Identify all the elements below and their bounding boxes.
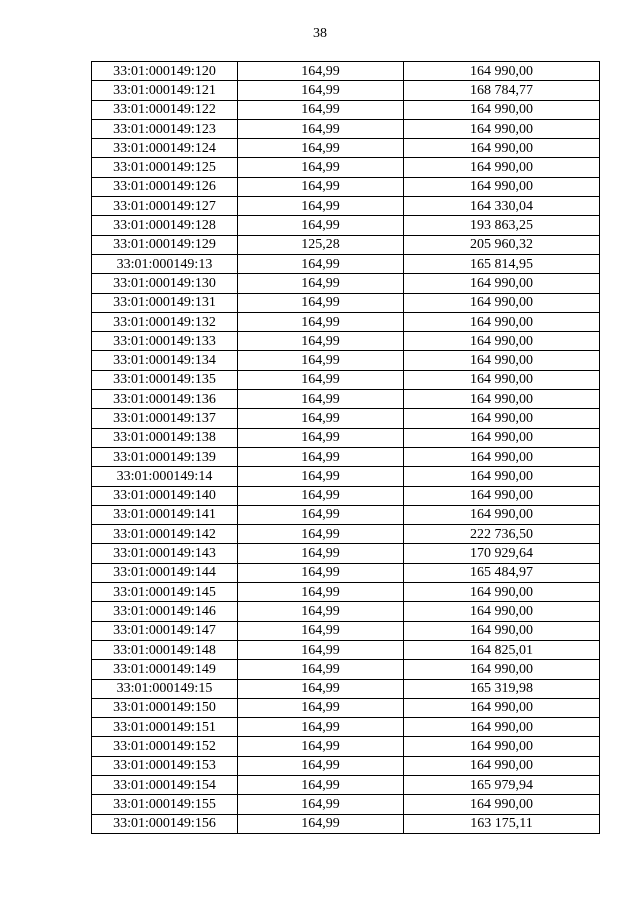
area-cell: 164,99 xyxy=(238,81,404,100)
table-row xyxy=(92,100,600,119)
table-row xyxy=(92,756,600,775)
table-row xyxy=(92,274,600,293)
cadastral-number-cell: 33:01:000149:146 xyxy=(92,602,238,621)
area-cell: 164,99 xyxy=(238,505,404,524)
table-row xyxy=(92,505,600,524)
cadastral-number-cell: 33:01:000149:140 xyxy=(92,486,238,505)
table-row xyxy=(92,737,600,756)
area-cell: 164,99 xyxy=(238,679,404,698)
cadastral-number-cell: 33:01:000149:139 xyxy=(92,447,238,466)
cadastral-number-cell: 33:01:000149:144 xyxy=(92,563,238,582)
area-cell: 164,99 xyxy=(238,119,404,138)
table-row xyxy=(92,698,600,717)
value-cell: 165 979,94 xyxy=(404,775,600,794)
area-cell: 164,99 xyxy=(238,312,404,331)
table-row xyxy=(92,81,600,100)
value-cell: 164 990,00 xyxy=(404,177,600,196)
area-cell: 164,99 xyxy=(238,486,404,505)
value-cell: 164 990,00 xyxy=(404,698,600,717)
area-cell: 164,99 xyxy=(238,332,404,351)
cadastral-number-cell: 33:01:000149:120 xyxy=(92,62,238,81)
value-cell: 164 990,00 xyxy=(404,390,600,409)
table-row xyxy=(92,62,600,81)
value-cell: 222 736,50 xyxy=(404,525,600,544)
value-cell: 164 990,00 xyxy=(404,428,600,447)
table-row xyxy=(92,235,600,254)
cadastral-number-cell: 33:01:000149:122 xyxy=(92,100,238,119)
area-cell: 164,99 xyxy=(238,216,404,235)
value-cell: 164 990,00 xyxy=(404,621,600,640)
data-table xyxy=(91,61,600,834)
cadastral-number-cell: 33:01:000149:137 xyxy=(92,409,238,428)
area-cell: 164,99 xyxy=(238,100,404,119)
value-cell: 164 330,04 xyxy=(404,197,600,216)
value-cell: 164 990,00 xyxy=(404,119,600,138)
value-cell: 164 990,00 xyxy=(404,447,600,466)
area-cell: 164,99 xyxy=(238,621,404,640)
table-row xyxy=(92,525,600,544)
value-cell: 163 175,11 xyxy=(404,814,600,833)
value-cell: 164 990,00 xyxy=(404,737,600,756)
area-cell: 164,99 xyxy=(238,775,404,794)
value-cell: 164 990,00 xyxy=(404,409,600,428)
value-cell: 164 990,00 xyxy=(404,467,600,486)
value-cell: 164 990,00 xyxy=(404,293,600,312)
value-cell: 164 990,00 xyxy=(404,351,600,370)
area-cell: 164,99 xyxy=(238,370,404,389)
cadastral-number-cell: 33:01:000149:130 xyxy=(92,274,238,293)
cadastral-number-cell: 33:01:000149:148 xyxy=(92,640,238,659)
page-number: 38 xyxy=(313,26,327,41)
table-row xyxy=(92,139,600,158)
cadastral-number-cell: 33:01:000149:153 xyxy=(92,756,238,775)
value-cell: 164 990,00 xyxy=(404,756,600,775)
cadastral-number-cell: 33:01:000149:141 xyxy=(92,505,238,524)
table-row xyxy=(92,795,600,814)
cadastral-number-cell: 33:01:000149:14 xyxy=(92,467,238,486)
area-cell: 164,99 xyxy=(238,756,404,775)
table-row xyxy=(92,409,600,428)
table-row xyxy=(92,312,600,331)
table-row xyxy=(92,679,600,698)
table-row xyxy=(92,216,600,235)
cadastral-number-cell: 33:01:000149:124 xyxy=(92,139,238,158)
cadastral-number-cell: 33:01:000149:132 xyxy=(92,312,238,331)
table-row xyxy=(92,254,600,273)
cadastral-number-cell: 33:01:000149:133 xyxy=(92,332,238,351)
value-cell: 164 990,00 xyxy=(404,718,600,737)
area-cell: 125,28 xyxy=(238,235,404,254)
table-row xyxy=(92,351,600,370)
value-cell: 205 960,32 xyxy=(404,235,600,254)
value-cell: 164 990,00 xyxy=(404,795,600,814)
area-cell: 164,99 xyxy=(238,139,404,158)
cadastral-number-cell: 33:01:000149:143 xyxy=(92,544,238,563)
table-row xyxy=(92,660,600,679)
value-cell: 193 863,25 xyxy=(404,216,600,235)
table-row xyxy=(92,370,600,389)
cadastral-number-cell: 33:01:000149:151 xyxy=(92,718,238,737)
cadastral-number-cell: 33:01:000149:136 xyxy=(92,390,238,409)
area-cell: 164,99 xyxy=(238,428,404,447)
table-row xyxy=(92,563,600,582)
value-cell: 164 990,00 xyxy=(404,139,600,158)
table-row xyxy=(92,447,600,466)
value-cell: 170 929,64 xyxy=(404,544,600,563)
area-cell: 164,99 xyxy=(238,197,404,216)
cadastral-number-cell: 33:01:000149:127 xyxy=(92,197,238,216)
area-cell: 164,99 xyxy=(238,62,404,81)
area-cell: 164,99 xyxy=(238,390,404,409)
area-cell: 164,99 xyxy=(238,698,404,717)
cadastral-number-cell: 33:01:000149:149 xyxy=(92,660,238,679)
value-cell: 164 990,00 xyxy=(404,583,600,602)
value-cell: 165 484,97 xyxy=(404,563,600,582)
value-cell: 164 990,00 xyxy=(404,602,600,621)
cadastral-number-cell: 33:01:000149:154 xyxy=(92,775,238,794)
value-cell: 165 814,95 xyxy=(404,254,600,273)
cadastral-number-cell: 33:01:000149:125 xyxy=(92,158,238,177)
value-cell: 164 990,00 xyxy=(404,62,600,81)
area-cell: 164,99 xyxy=(238,718,404,737)
table-row xyxy=(92,197,600,216)
cadastral-number-cell: 33:01:000149:131 xyxy=(92,293,238,312)
area-cell: 164,99 xyxy=(238,254,404,273)
table-row xyxy=(92,640,600,659)
cadastral-number-cell: 33:01:000149:128 xyxy=(92,216,238,235)
cadastral-number-cell: 33:01:000149:129 xyxy=(92,235,238,254)
value-cell: 164 990,00 xyxy=(404,486,600,505)
value-cell: 164 990,00 xyxy=(404,505,600,524)
value-cell: 164 990,00 xyxy=(404,158,600,177)
table-row xyxy=(92,158,600,177)
cadastral-number-cell: 33:01:000149:138 xyxy=(92,428,238,447)
area-cell: 164,99 xyxy=(238,544,404,563)
cadastral-number-cell: 33:01:000149:126 xyxy=(92,177,238,196)
value-cell: 164 990,00 xyxy=(404,370,600,389)
cadastral-number-cell: 33:01:000149:121 xyxy=(92,81,238,100)
value-cell: 164 990,00 xyxy=(404,660,600,679)
table-row xyxy=(92,390,600,409)
cadastral-number-cell: 33:01:000149:15 xyxy=(92,679,238,698)
area-cell: 164,99 xyxy=(238,293,404,312)
table-row xyxy=(92,621,600,640)
area-cell: 164,99 xyxy=(238,602,404,621)
table-row xyxy=(92,293,600,312)
area-cell: 164,99 xyxy=(238,158,404,177)
cadastral-number-cell: 33:01:000149:155 xyxy=(92,795,238,814)
area-cell: 164,99 xyxy=(238,563,404,582)
value-cell: 164 990,00 xyxy=(404,100,600,119)
cadastral-number-cell: 33:01:000149:150 xyxy=(92,698,238,717)
cadastral-number-cell: 33:01:000149:134 xyxy=(92,351,238,370)
area-cell: 164,99 xyxy=(238,409,404,428)
table-row xyxy=(92,583,600,602)
table-row xyxy=(92,467,600,486)
table-row xyxy=(92,119,600,138)
value-cell: 165 319,98 xyxy=(404,679,600,698)
table-row xyxy=(92,486,600,505)
table-row xyxy=(92,428,600,447)
value-cell: 164 990,00 xyxy=(404,332,600,351)
cadastral-number-cell: 33:01:000149:152 xyxy=(92,737,238,756)
area-cell: 164,99 xyxy=(238,351,404,370)
table-body xyxy=(92,62,600,834)
area-cell: 164,99 xyxy=(238,660,404,679)
cadastral-number-cell: 33:01:000149:135 xyxy=(92,370,238,389)
value-cell: 168 784,77 xyxy=(404,81,600,100)
area-cell: 164,99 xyxy=(238,467,404,486)
area-cell: 164,99 xyxy=(238,640,404,659)
area-cell: 164,99 xyxy=(238,737,404,756)
value-cell: 164 990,00 xyxy=(404,312,600,331)
table-row xyxy=(92,775,600,794)
area-cell: 164,99 xyxy=(238,177,404,196)
table-row xyxy=(92,544,600,563)
table-row xyxy=(92,718,600,737)
value-cell: 164 990,00 xyxy=(404,274,600,293)
cadastral-number-cell: 33:01:000149:13 xyxy=(92,254,238,273)
area-cell: 164,99 xyxy=(238,525,404,544)
area-cell: 164,99 xyxy=(238,583,404,602)
area-cell: 164,99 xyxy=(238,795,404,814)
table-row xyxy=(92,814,600,833)
cadastral-number-cell: 33:01:000149:145 xyxy=(92,583,238,602)
cadastral-number-cell: 33:01:000149:156 xyxy=(92,814,238,833)
cadastral-number-cell: 33:01:000149:142 xyxy=(92,525,238,544)
cadastral-number-cell: 33:01:000149:147 xyxy=(92,621,238,640)
area-cell: 164,99 xyxy=(238,274,404,293)
table-row xyxy=(92,177,600,196)
cadastral-number-cell: 33:01:000149:123 xyxy=(92,119,238,138)
value-cell: 164 825,01 xyxy=(404,640,600,659)
area-cell: 164,99 xyxy=(238,447,404,466)
table-row xyxy=(92,602,600,621)
area-cell: 164,99 xyxy=(238,814,404,833)
table-row xyxy=(92,332,600,351)
